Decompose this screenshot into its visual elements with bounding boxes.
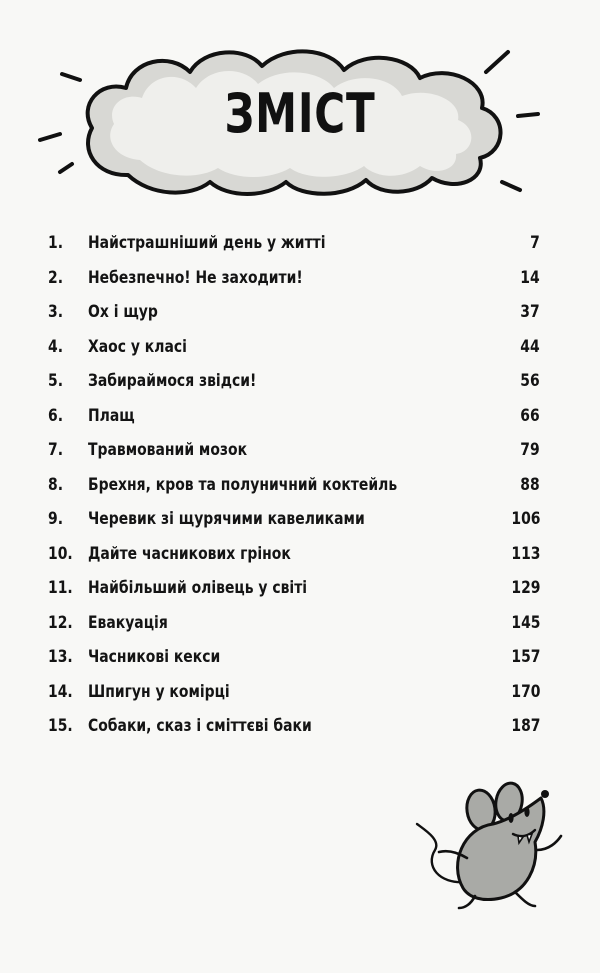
toc-entry [0,261,600,296]
toc-entry [0,399,600,434]
toc-page-number: 56 [520,371,540,391]
toc-title: Плащ [88,405,135,426]
toc-title: Дайте часникових грінок [88,543,291,564]
toc-number: 5. [48,371,64,391]
toc-entry [0,433,600,468]
toc-number: 9. [48,509,64,529]
toc-title: Собаки, сказ і сміттєві баки [88,716,312,736]
toc-title: Найстрашніший день у житті [88,233,326,253]
toc-number: 2. [48,267,64,288]
toc-entry [0,675,600,710]
toc-page-number: 44 [520,336,540,357]
toc-number: 15. [48,716,73,736]
toc-entry [0,295,600,330]
toc-number: 10. [48,543,73,564]
toc-title: Шпигун у комірці [88,681,230,702]
toc-number: 8. [48,474,64,495]
toc-title: Брехня, кров та полуничний коктейль [88,474,398,495]
toc-title: Небезпечно! Не заходити! [88,267,303,288]
toc-page-number: 37 [520,302,540,322]
toc-title: Евакуація [88,612,168,633]
toc-page-number: 7 [530,233,540,253]
toc-page-number: 113 [510,543,540,564]
toc-entry [0,537,600,572]
toc-page-number: 88 [520,474,540,495]
toc-title: Травмований мозок [88,440,248,460]
toc-number: 14. [48,681,73,702]
toc-number: 11. [48,578,73,598]
toc-page-number: 170 [510,681,540,702]
toc-page-number: 106 [510,509,540,529]
toc-number: 4. [48,336,64,357]
toc-entry [0,468,600,503]
toc-page-number: 79 [520,440,540,460]
page-title: ЗМІСТ [224,82,376,145]
toc-title: Найбільший олівець у світі [88,578,308,598]
toc-page-number: 14 [520,267,540,288]
toc-number: 12. [48,612,73,633]
mouse-icon [405,780,575,920]
toc-page-number: 145 [510,612,540,633]
toc-page-number: 157 [510,647,540,667]
toc-entry [0,571,600,606]
toc-number: 1. [48,233,64,253]
toc-number: 7. [48,440,64,460]
toc-entry [0,606,600,641]
toc-entry [0,226,600,261]
toc-number: 13. [48,647,73,667]
toc-title: Забираймося звідси! [88,371,257,391]
table-of-contents [0,226,600,744]
toc-number: 3. [48,302,64,322]
toc-entry [0,330,600,365]
toc-title: Хаос у класі [88,336,187,357]
toc-number: 6. [48,405,64,426]
toc-page-number: 66 [520,405,540,426]
toc-entry [0,640,600,675]
toc-entry [0,709,600,744]
toc-page-number: 129 [510,578,540,598]
toc-title: Часникові кекси [88,647,221,667]
toc-page-number: 187 [510,716,540,736]
toc-title: Ох і щур [88,302,158,322]
toc-entry [0,502,600,537]
toc-title: Черевик зі щурячими кавеликами [88,509,365,529]
toc-entry [0,364,600,399]
